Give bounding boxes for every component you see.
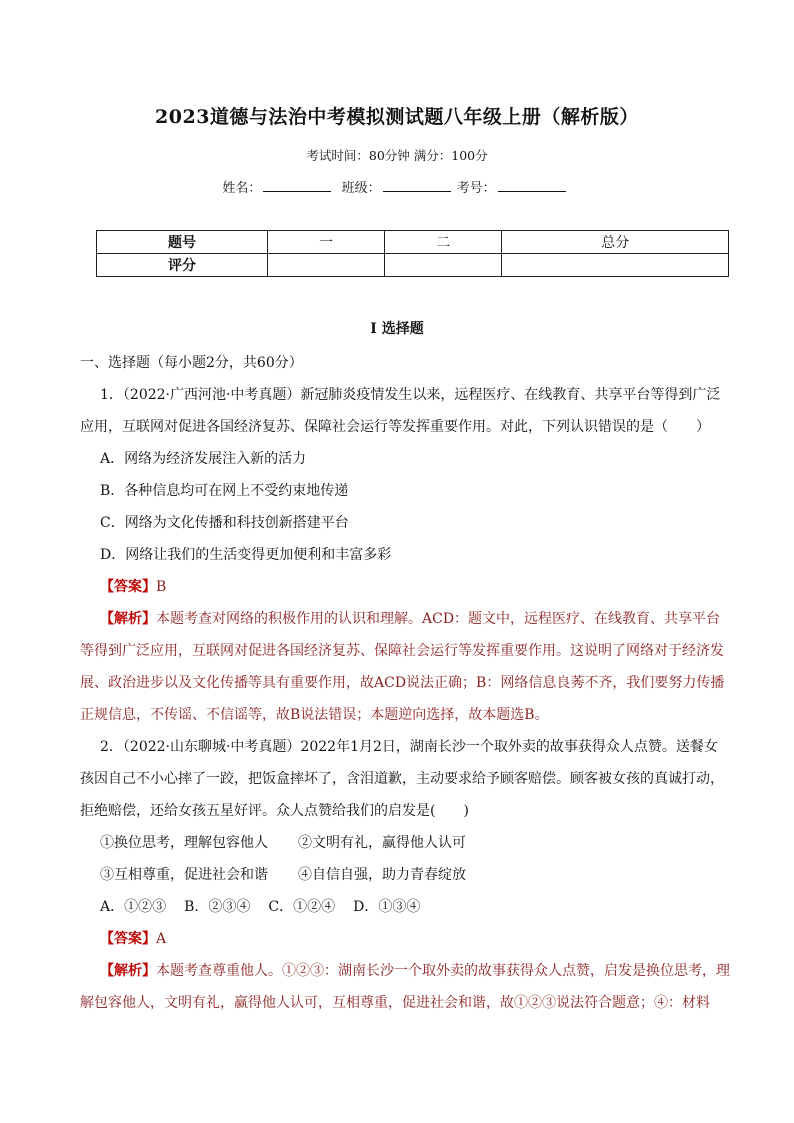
- score-table-cell: 评分: [97, 254, 268, 277]
- question-2-statement: ①换位思考，理解包容他人: [100, 835, 268, 851]
- analysis-label: 【解析】: [100, 611, 156, 627]
- student-fields: [0, 177, 794, 196]
- question-2-choice: C．①②④: [268, 899, 336, 915]
- question-2-answer: [80, 923, 730, 955]
- score-table-cell: 二: [385, 231, 502, 254]
- score-table-score-row: [97, 254, 729, 277]
- analysis-label: 【解析】: [100, 963, 156, 979]
- class-label: 班级：: [341, 181, 381, 196]
- number-blank: [498, 177, 566, 192]
- question-2-choice: A．①②③: [100, 899, 167, 915]
- number-label: 考号：: [456, 181, 496, 196]
- score-table-cell: 一: [268, 231, 385, 254]
- analysis-text: 本题考查对网络的积极作用的认识和理解。ACD：题文中，远程医疗、在线教育、共享平台等得到广泛应用，互联网对促进各国经济复苏、保障社会运行等发挥重要作用。这说明了网络对于经济发展、政治进步以及文化传播等具有重要作用，故ACD说法正确；B：网络信息良莠不齐，我们要努力传播正规信息，不传谣、不信谣等，故B说法错误；本题逆向选择，故本题选B。: [80, 611, 725, 723]
- score-table-cell: 题号: [97, 231, 268, 254]
- analysis-text: 本题考查尊重他人。①②③：湖南长沙一个取外卖的故事获得众人点赞，启发是换位思考，理解包容他人，文明有礼，赢得他人认可，互相尊重，促进社会和谐，故①②③说法符合题意；④：材料: [80, 963, 730, 1011]
- question-1-analysis: [80, 603, 730, 731]
- answer-label: 【答案】: [100, 931, 156, 947]
- question-1-option: C．网络为文化传播和科技创新搭建平台: [100, 515, 349, 531]
- question-2-statement: ②文明有礼，赢得他人认可: [298, 835, 466, 851]
- answer-label: 【答案】: [100, 579, 156, 595]
- question-1-option: A．网络为经济发展注入新的活力: [100, 451, 307, 467]
- score-table: [96, 230, 729, 277]
- question-1-answer: [80, 571, 730, 603]
- answer-value: B: [156, 579, 167, 595]
- answer-value: A: [156, 931, 167, 947]
- question-2-choice: D．①③④: [353, 899, 421, 915]
- score-table-empty-cell: [385, 254, 502, 277]
- score-table-header-row: [97, 231, 729, 254]
- question-2-stem: 2．（2022·山东聊城·中考真题）2022年1月2日，湖南长沙一个取外卖的故事获得众人点赞。送餐女孩因自己不小心摔了一跤，把饭盒摔坏了，含泪道歉，主动要求给予顾客赔偿。顾客被女孩的真诚打动，拒绝赔偿，还给女孩五星好评。众人点赞给我们的启发是( ): [80, 739, 724, 819]
- question-2-statements-row: [80, 859, 730, 891]
- question-body: [80, 347, 730, 1019]
- question-1-stem: 1．（2022·广西河池·中考真题）新冠肺炎疫情发生以来，远程医疗、在线教育、共享平台等得到广泛应用，互联网对促进各国经济复苏、保障社会运行等发挥重要作用。对此，下列认识错误的是（ ）: [80, 387, 721, 435]
- question-2-choices: [80, 891, 730, 923]
- question-2-choice: B．②③④: [184, 899, 251, 915]
- question-2-statement: ③互相尊重，促进社会和谐: [100, 867, 268, 883]
- score-table-empty-cell: [268, 254, 385, 277]
- question-1-option: B．各种信息均可在网上不受约束地传递: [100, 483, 349, 499]
- exam-info: 考试时间：80分钟 满分：100分: [306, 148, 488, 163]
- class-blank: [383, 177, 451, 192]
- page-title: 2023道德与法治中考模拟测试题八年级上册（解析版）: [155, 106, 639, 128]
- part-intro: 一、选择题（每小题2分，共60分）: [80, 355, 303, 371]
- score-table-empty-cell: [502, 254, 729, 277]
- score-table-cell: 总分: [502, 231, 729, 254]
- section-title: I 选择题: [370, 321, 424, 337]
- name-blank: [263, 177, 331, 192]
- question-2-statement: ④自信自强，助力青春绽放: [298, 867, 466, 883]
- question-1-option: D．网络让我们的生活变得更加便利和丰富多彩: [100, 547, 392, 563]
- question-2-analysis: [80, 955, 730, 1019]
- question-2-statements-row: [80, 827, 730, 859]
- name-label: 姓名：: [222, 181, 262, 196]
